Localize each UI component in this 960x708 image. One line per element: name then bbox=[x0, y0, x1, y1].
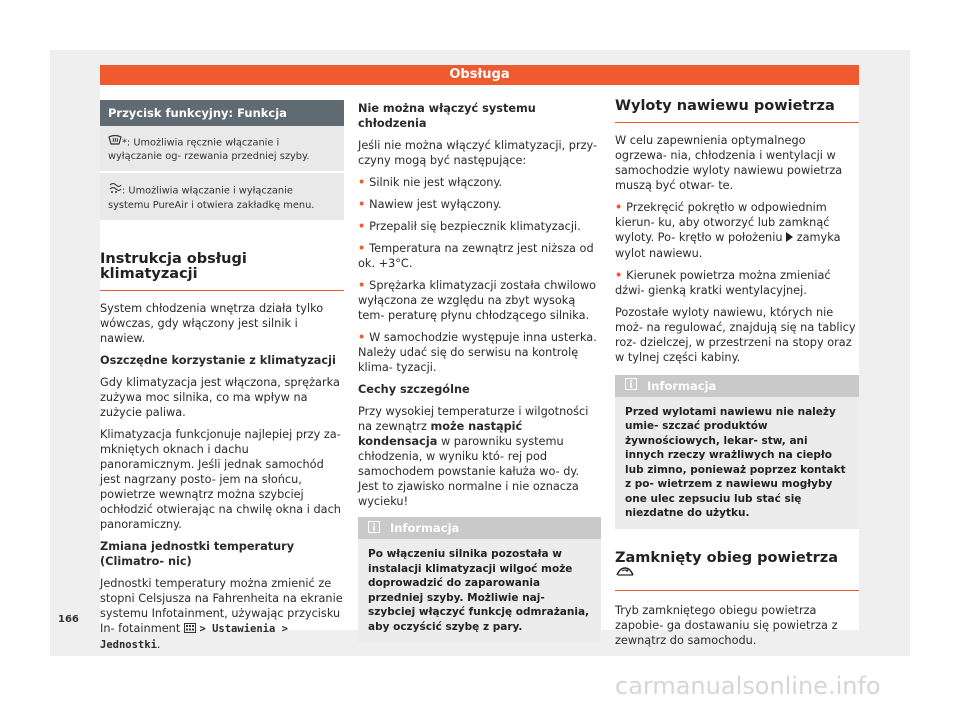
bullet-icon: • bbox=[358, 176, 370, 189]
info-box-title: Informacja bbox=[390, 521, 460, 535]
info-icon bbox=[368, 518, 380, 540]
bullet-icon: • bbox=[615, 268, 627, 282]
functions-box-row1-text: *: Umożliwia ręcznie włączanie i wyłączanie og- rzewania przedniej szyby. bbox=[108, 137, 310, 162]
info-icon bbox=[625, 375, 637, 397]
paragraph-text: Przy wysokiej temperaturze i wilgotności na zewnątrz bbox=[358, 405, 589, 433]
paragraph: Klimatyzacja funkcjonuje najlepiej przy za- mkniętych oknach i dachu panoramicznym. Jeśli jednak samochód jest nagrzany posto- jem na słońcu, powietrze wewnątrz można szybciej ochłodzić otwierając na chwilę okna i dach panoramiczny. bbox=[100, 428, 341, 532]
info-box-title: Informacja bbox=[647, 378, 717, 393]
subheading: Nie można włączyć systemu chłodzenia bbox=[358, 102, 536, 130]
paragraph: W celu zapewnienia optymalnego ogrzewa- nia, chłodzenia i wentylacji w samochodzie wyloty nawiewu powietrza muszą być otwar- te. bbox=[615, 134, 843, 192]
section-heading-air-vents: Wyloty nawiewu powietrza bbox=[615, 99, 859, 123]
list-item-text: Sprężarka klimatyzacji została chwilowo wyłączona ze względu na zbyt wysoką tem- peraturę płynu chłodzącego silnika. bbox=[358, 279, 596, 322]
list-item-text: Nawiew jest wyłączony. bbox=[369, 198, 502, 211]
list-item bbox=[358, 330, 601, 375]
pureair-icon bbox=[108, 182, 122, 199]
column-2 bbox=[358, 85, 601, 642]
bullet-icon: • bbox=[358, 242, 370, 255]
functions-box-row-pureair bbox=[100, 173, 344, 222]
paragraph-text: Jednostki temperatury można zmienić ze stopni Celsjusza na Fahrenheita na ekranie systemu Infotainment, używając przycisku In- fotainment bbox=[100, 577, 343, 636]
recirculation-icon bbox=[615, 566, 635, 582]
list-item-text: Przepalił się bezpiecznik klimatyzacji. bbox=[369, 220, 581, 233]
heading-text: Zamknięty obieg powietrza bbox=[615, 549, 839, 566]
list-item-text: zamyka wylot nawiewu. bbox=[615, 231, 841, 260]
column-3 bbox=[615, 85, 859, 655]
list-item-text: Temperatura na zewnątrz jest niższa od ok. +3°C. bbox=[358, 242, 594, 270]
paragraph: Gdy klimatyzacja jest włączona, sprężarka zużywa moc silnika, co ma wpływ na zużycie paliwa. bbox=[100, 376, 340, 420]
info-box-text: Przed wylotami nawiewu nie należy umie- szczać produktów żywnościowych, lekar- stw, ani innych rzeczy wrażliwych na ciepło lub zimno, ponieważ poprzez kontakt z po- wietrzem z nawiewu mogłyby one ulec zepsuciu lub stać się niezdatne do użytku. bbox=[625, 405, 846, 519]
list-item bbox=[358, 241, 601, 271]
paragraph-emphasis: może nastąpić kondensacja bbox=[358, 420, 523, 448]
bullet-icon: • bbox=[358, 331, 370, 344]
list-item bbox=[615, 200, 859, 261]
functions-box-row2-text: : Umożliwia włączanie i wyłączanie systemu PureAir i otwiera zakładkę menu. bbox=[108, 185, 315, 211]
functions-box-title: Przycisk funkcyjny: Funkcja bbox=[100, 100, 344, 126]
list-item bbox=[358, 175, 601, 190]
paragraph-end: . bbox=[156, 638, 161, 652]
bullet-icon: • bbox=[358, 198, 370, 211]
list-item-text: Przekręcić pokrętło w odpowiednim kierun- ku, aby otworzyć lub zamknąć wyloty. Po- krętło w położeniu bbox=[615, 201, 830, 244]
info-box bbox=[615, 375, 859, 529]
info-box-header bbox=[358, 517, 601, 539]
list-item bbox=[358, 219, 601, 234]
list-item bbox=[358, 278, 601, 323]
list-item-text: W samochodzie występuje inna usterka. Należy udać się do serwisu na kontrolę klima- tyzacji. bbox=[358, 331, 597, 374]
info-box-header bbox=[615, 375, 859, 397]
page-header: Obsługa bbox=[100, 65, 859, 85]
subheading: Oszczędne korzystanie z klimatyzacji bbox=[100, 354, 336, 368]
watermark: carmanualsonline.info bbox=[615, 672, 881, 700]
list-item bbox=[615, 268, 859, 298]
paragraph-text: w parowniku systemu chłodzenia, w wyniku któ- rej pod samochodem powstanie kałuża wo- dy. Jest to zjawisko normalne i nie oznacza wycieku! bbox=[358, 435, 580, 508]
functions-box bbox=[100, 100, 344, 222]
infotainment-menu-icon bbox=[184, 622, 196, 637]
paragraph: Tryb zamkniętego obiegu powietrza zapobie- ga dostawaniu się powietrza z zewnątrz do samochodu. bbox=[615, 603, 838, 647]
bullet-icon: • bbox=[358, 220, 370, 233]
section-heading-ac-instructions: Instrukcja obsługi klimatyzacji bbox=[100, 252, 344, 291]
paragraph-units bbox=[100, 576, 344, 653]
subheading: Cechy szczególne bbox=[358, 383, 470, 396]
content-area bbox=[100, 85, 859, 652]
play-triangle-icon bbox=[786, 231, 793, 246]
functions-box-row-defrost bbox=[100, 126, 344, 173]
subheading: Zmiana jednostki temperatury (Climatro- nic) bbox=[100, 540, 295, 569]
paragraph: System chłodzenia wnętrza działa tylko wówczas, gdy włączony jest silnik i nawiew. bbox=[100, 302, 324, 346]
paragraph: Jeśli nie można włączyć klimatyzacji, przy- czyny mogą być następujące: bbox=[358, 139, 598, 167]
list-item-text: Silnik nie jest włączony. bbox=[369, 176, 503, 189]
bullet-icon: • bbox=[615, 201, 627, 214]
list-item bbox=[358, 197, 601, 212]
column-1 bbox=[100, 85, 344, 660]
paragraph-condensation bbox=[358, 404, 601, 509]
paragraph: Pozostałe wyloty nawiewu, których nie moż- na regulować, znajdują się na tablicy roz- dzielczej, w przestrzeni na stopy oraz w tylnej części kabiny. bbox=[615, 305, 856, 364]
section-heading-recirculation bbox=[615, 551, 859, 591]
menu-path: > Ustawienia > Jednostki bbox=[100, 623, 288, 652]
list-item-text: Kierunek powietrza można zmieniać dźwi- gienką kratki wentylacyjnej. bbox=[615, 268, 831, 297]
info-box bbox=[358, 517, 601, 642]
windshield-defrost-icon bbox=[108, 135, 122, 150]
page-number: 166 bbox=[58, 614, 79, 625]
info-box-text: Po włączeniu silnika pozostała w instalacji klimatyzacji wilgoć może doprowadzić do zaparowania przedniej szyby. Możliwie naj- szybciej włączyć funkcję odmrażania, aby oczyścić szybę z pary. bbox=[368, 548, 590, 633]
bullet-icon: • bbox=[358, 279, 370, 292]
